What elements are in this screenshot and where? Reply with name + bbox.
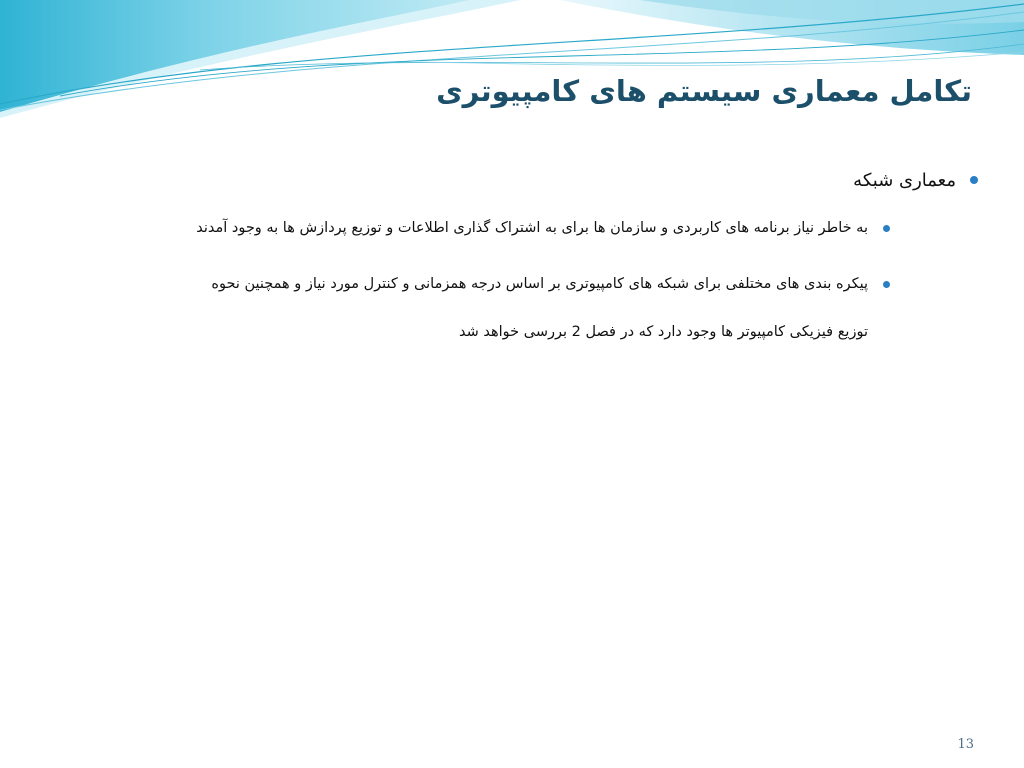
bullet-text: معماری شبکه (853, 170, 956, 191)
bullet-text-line-2: توزیع فیزیکی کامپیوتر ها وجود دارد که در فصل 2 بررسی خواهد شد (459, 324, 868, 340)
bullet-text: به خاطر نیاز برنامه های کاربردی و سازمان ها برای به اشتراک گذاری اطلاعات و توزیع پردازش ها به وجود آمدند (196, 220, 868, 236)
slide-title: تکامل معماری سیستم های کامپیوتری (436, 74, 972, 108)
bullet-dot-icon (883, 225, 890, 232)
bullet-item-sharing-information (60, 204, 868, 252)
bullet-text-line-1: پیکره بندی های مختلفی برای شبکه های کامپیوتری بر اساس درجه همزمانی و کنترل مورد نیاز و همچنین نحوه (211, 276, 868, 292)
slide-number: 13 (957, 737, 974, 752)
bullet-item-network-architecture (60, 160, 956, 202)
bullet-dot-icon (883, 281, 890, 288)
bullet-dot-icon (970, 176, 978, 184)
bullet-item-network-configurations (60, 260, 868, 356)
bullet-list (60, 160, 956, 356)
header-wave-decoration (0, 0, 1024, 130)
